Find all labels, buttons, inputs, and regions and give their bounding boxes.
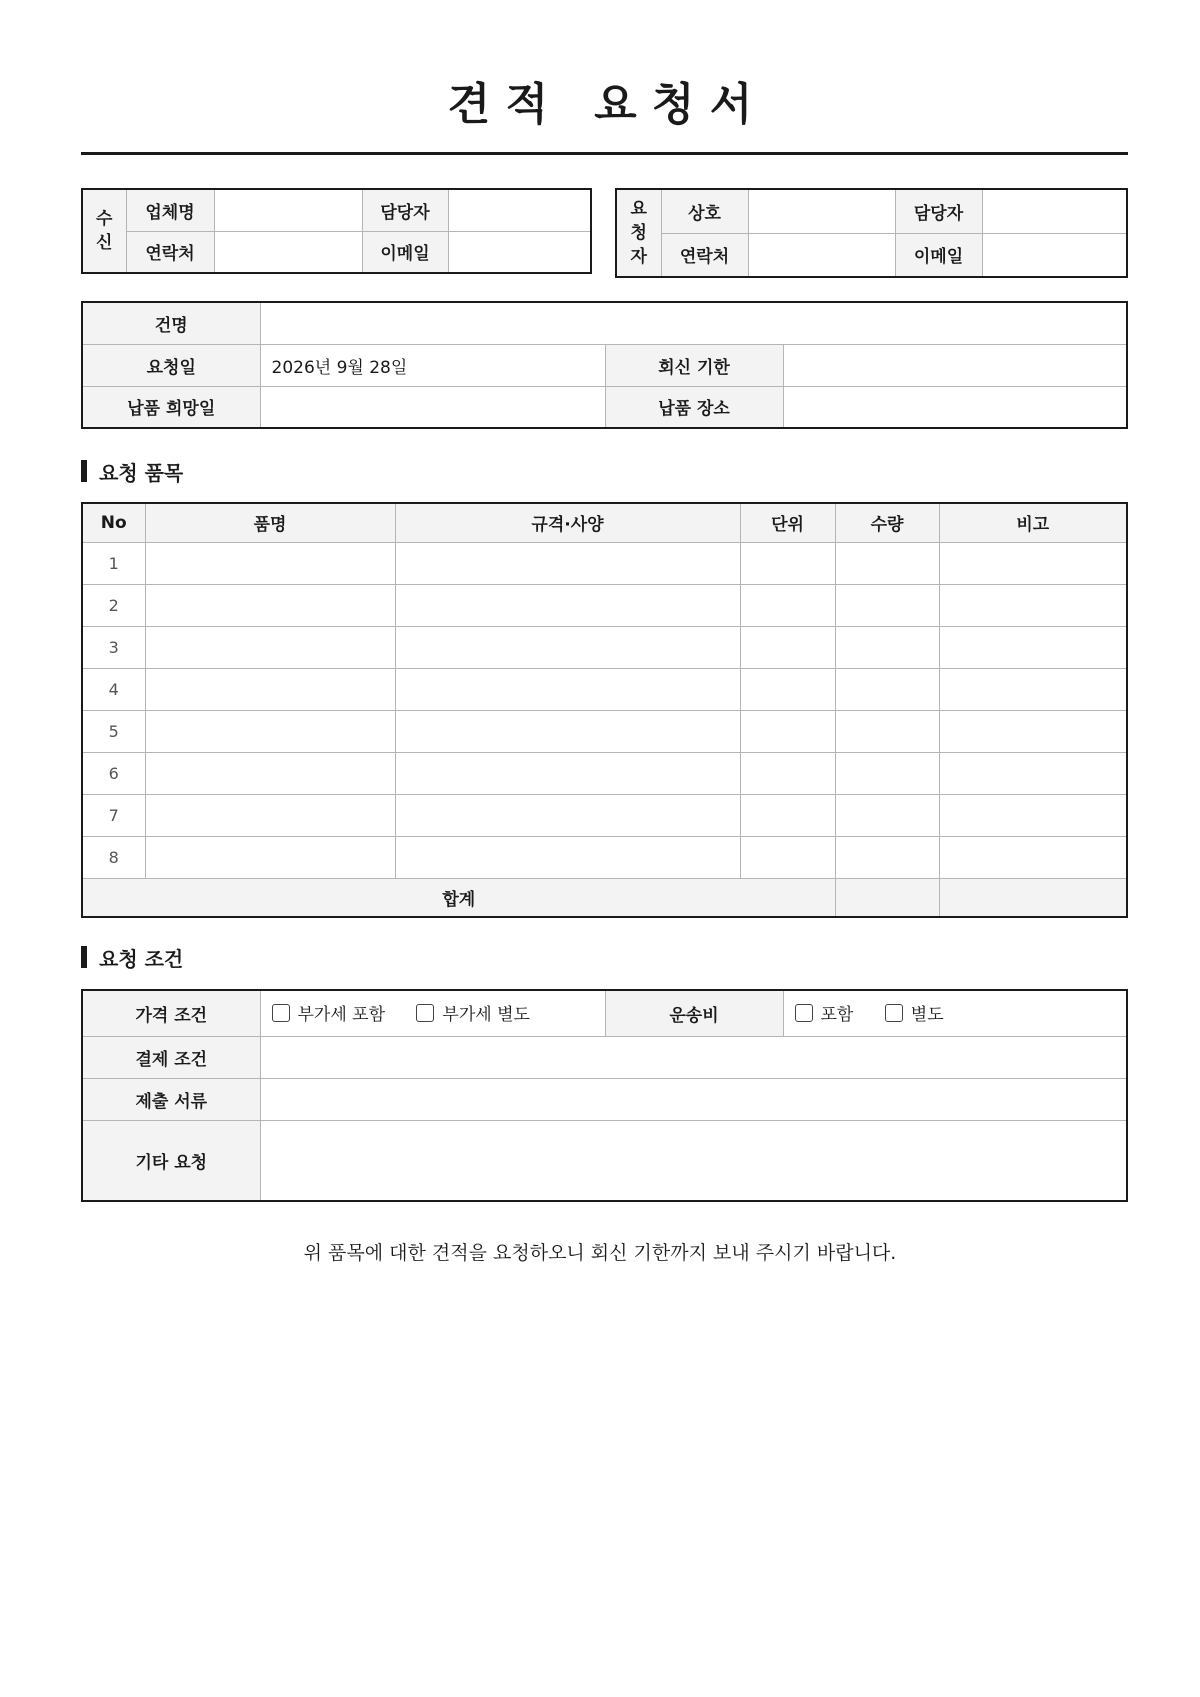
item-cell-col-unit[interactable]	[740, 794, 835, 836]
requester-email-label: 이메일	[895, 233, 982, 277]
item-cell-col-unit[interactable]	[740, 710, 835, 752]
item-cell-col-remarks[interactable]	[939, 752, 1127, 794]
requester-contact-label: 연락처	[661, 233, 748, 277]
delivery-place-label: 납품 장소	[605, 386, 783, 428]
item-cell-col-item-name[interactable]	[145, 836, 395, 878]
requester-manager-label: 담당자	[895, 189, 982, 233]
item-cell-col-spec[interactable]	[395, 752, 740, 794]
section-marker	[81, 460, 87, 482]
recipient-manager-field[interactable]	[448, 189, 591, 231]
recipient-table	[81, 188, 592, 274]
requester-manager-field[interactable]	[982, 189, 1127, 233]
conditions-table	[81, 989, 1128, 1202]
table-row	[82, 710, 1127, 752]
item-cell-col-unit[interactable]	[740, 752, 835, 794]
delivery-date-label: 납품 희망일	[82, 386, 260, 428]
subject-table	[81, 301, 1128, 429]
item-cell-col-remarks[interactable]	[939, 626, 1127, 668]
page-title: 견 적 요 청 서	[447, 79, 753, 130]
item-cell-col-item-name[interactable]	[145, 626, 395, 668]
recipient-manager-label: 담당자	[362, 189, 448, 231]
item-cell-col-quantity[interactable]	[835, 584, 939, 626]
shipping-included-option[interactable]: 포함	[795, 1000, 854, 1025]
payment-condition-label: 결제 조건	[82, 1036, 260, 1078]
recipient-email-label: 이메일	[362, 231, 448, 273]
vat-included-checkbox[interactable]	[272, 1004, 290, 1022]
item-cell-col-remarks[interactable]	[939, 710, 1127, 752]
row-number: 2	[82, 584, 145, 626]
items-header-col-no: No	[82, 503, 145, 542]
table-row	[82, 542, 1127, 584]
row-number: 4	[82, 668, 145, 710]
delivery-date-field[interactable]	[260, 386, 605, 428]
item-cell-col-quantity[interactable]	[835, 836, 939, 878]
item-cell-col-remarks[interactable]	[939, 584, 1127, 626]
row-number: 1	[82, 542, 145, 584]
request-date-label: 요청일	[82, 344, 260, 386]
item-cell-col-spec[interactable]	[395, 710, 740, 752]
recipient-section-label: 수 신	[82, 189, 126, 273]
subject-label: 건명	[82, 302, 260, 344]
item-cell-col-item-name[interactable]	[145, 542, 395, 584]
other-request-field[interactable]	[260, 1120, 1127, 1201]
item-cell-col-quantity[interactable]	[835, 752, 939, 794]
item-cell-col-spec[interactable]	[395, 836, 740, 878]
conditions-section-heading	[81, 945, 183, 969]
price-condition-label: 가격 조건	[82, 990, 260, 1036]
recipient-email-field[interactable]	[448, 231, 591, 273]
shipping-label: 운송비	[605, 990, 783, 1036]
reply-deadline-field[interactable]	[783, 344, 1127, 386]
requester-table	[615, 188, 1128, 278]
recipient-company-label: 업체명	[126, 189, 214, 231]
items-header-col-spec: 규격·사양	[395, 503, 740, 542]
item-cell-col-spec[interactable]	[395, 794, 740, 836]
row-number: 5	[82, 710, 145, 752]
item-cell-col-unit[interactable]	[740, 542, 835, 584]
item-cell-col-item-name[interactable]	[145, 584, 395, 626]
item-cell-col-remarks[interactable]	[939, 836, 1127, 878]
table-row	[82, 626, 1127, 668]
items-header-col-item-name: 품명	[145, 503, 395, 542]
shipping-options	[783, 990, 1127, 1036]
vat-included-option[interactable]: 부가세 포함	[272, 1000, 386, 1025]
item-cell-col-spec[interactable]	[395, 626, 740, 668]
requester-section-label: 요 청 자	[616, 189, 661, 277]
table-row	[82, 794, 1127, 836]
total-quantity-field[interactable]	[835, 878, 939, 917]
items-table	[81, 502, 1128, 918]
item-cell-col-spec[interactable]	[395, 584, 740, 626]
item-cell-col-quantity[interactable]	[835, 626, 939, 668]
item-cell-col-remarks[interactable]	[939, 794, 1127, 836]
items-header-col-remarks: 비고	[939, 503, 1127, 542]
table-row	[82, 584, 1127, 626]
item-cell-col-quantity[interactable]	[835, 794, 939, 836]
items-header-row	[82, 503, 1127, 542]
recipient-contact-field[interactable]	[214, 231, 362, 273]
requester-company-label: 상호	[661, 189, 748, 233]
table-row	[82, 752, 1127, 794]
reply-deadline-label: 회신 기한	[605, 344, 783, 386]
item-cell-col-item-name[interactable]	[145, 710, 395, 752]
shipping-included-checkbox[interactable]	[795, 1004, 813, 1022]
delivery-place-field[interactable]	[783, 386, 1127, 428]
total-row	[82, 878, 1127, 917]
payment-condition-field[interactable]	[260, 1036, 1127, 1078]
item-cell-col-quantity[interactable]	[835, 668, 939, 710]
item-cell-col-spec[interactable]	[395, 668, 740, 710]
recipient-company-field[interactable]	[214, 189, 362, 231]
documents-label: 제출 서류	[82, 1078, 260, 1120]
price-condition-options	[260, 990, 605, 1036]
recipient-contact-label: 연락처	[126, 231, 214, 273]
items-section-title: 요청 품목	[99, 460, 184, 485]
item-cell-col-item-name[interactable]	[145, 752, 395, 794]
requester-contact-field[interactable]	[748, 233, 895, 277]
item-cell-col-remarks[interactable]	[939, 542, 1127, 584]
items-section-heading	[81, 459, 183, 483]
vat-excluded-checkbox[interactable]	[416, 1004, 434, 1022]
other-request-label: 기타 요청	[82, 1120, 260, 1201]
requester-company-field[interactable]	[748, 189, 895, 233]
item-cell-col-unit[interactable]	[740, 836, 835, 878]
subject-field[interactable]	[260, 302, 1127, 344]
total-label: 합계	[82, 878, 835, 917]
total-remarks-field[interactable]	[939, 878, 1127, 917]
row-number: 8	[82, 836, 145, 878]
requester-email-field[interactable]	[982, 233, 1127, 277]
documents-field[interactable]	[260, 1078, 1127, 1120]
table-row	[82, 836, 1127, 878]
item-cell-col-unit[interactable]	[740, 584, 835, 626]
item-cell-col-quantity[interactable]	[835, 542, 939, 584]
shipping-separate-checkbox[interactable]	[885, 1004, 903, 1022]
conditions-section-title: 요청 조건	[99, 946, 184, 971]
item-cell-col-spec[interactable]	[395, 542, 740, 584]
item-cell-col-unit[interactable]	[740, 668, 835, 710]
title-divider	[81, 152, 1128, 155]
row-number: 7	[82, 794, 145, 836]
item-cell-col-quantity[interactable]	[835, 710, 939, 752]
shipping-separate-option[interactable]: 별도	[885, 1000, 944, 1025]
item-cell-col-item-name[interactable]	[145, 794, 395, 836]
request-date-field[interactable]: 2026년 9월 28일	[260, 344, 605, 386]
item-cell-col-remarks[interactable]	[939, 668, 1127, 710]
section-marker	[81, 946, 87, 968]
item-cell-col-item-name[interactable]	[145, 668, 395, 710]
row-number: 6	[82, 752, 145, 794]
item-cell-col-unit[interactable]	[740, 626, 835, 668]
items-header-col-unit: 단위	[740, 503, 835, 542]
vat-excluded-option[interactable]: 부가세 별도	[416, 1000, 530, 1025]
items-header-col-quantity: 수량	[835, 503, 939, 542]
table-row	[82, 668, 1127, 710]
row-number: 3	[82, 626, 145, 668]
closing-statement: 위 품목에 대한 견적을 요청하오니 회신 기한까지 보내 주시기 바랍니다.	[303, 1242, 897, 1264]
